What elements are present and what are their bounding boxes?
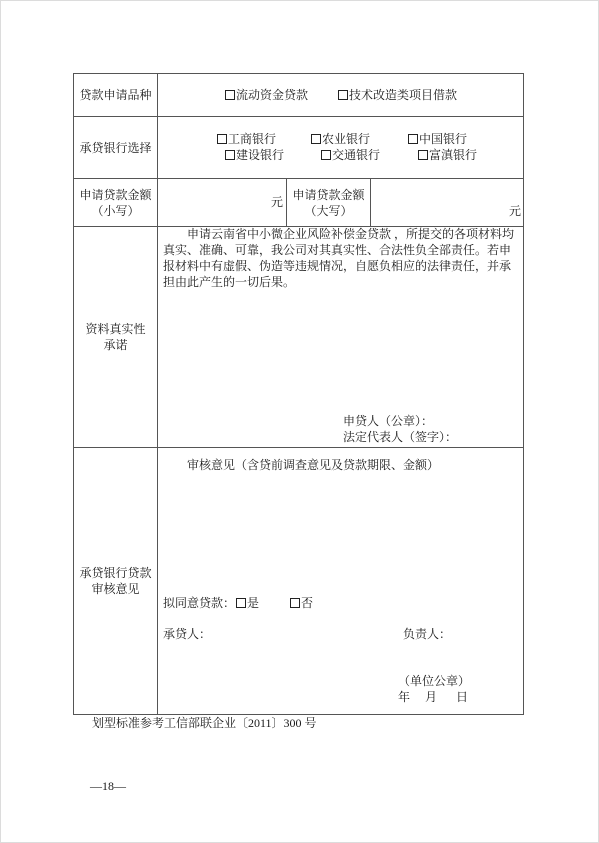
option-label: 流动资金贷款	[236, 88, 309, 102]
option-label: 否	[301, 596, 314, 610]
bank-option[interactable]	[321, 147, 380, 163]
review-label-line2: 审核意见	[91, 582, 140, 596]
loan-type-option-tech-upgrade[interactable]	[338, 87, 457, 103]
checkbox[interactable]	[418, 150, 428, 160]
commitment-statement-line: 真实、准确、可靠，我公司对其真实性、合法性负全部责任。若申	[163, 243, 512, 257]
amount-column-divider	[370, 178, 371, 227]
review-label-cell	[74, 448, 157, 714]
bank-option[interactable]	[408, 131, 467, 147]
amount-lowercase-label-line1: 申请贷款金额	[79, 187, 152, 202]
commitment-label-line2: 承诺	[103, 338, 128, 352]
checkbox[interactable]	[321, 150, 331, 160]
checkbox[interactable]	[290, 598, 300, 608]
approve-yes-option[interactable]	[236, 595, 259, 611]
amount-uppercase-unit: 元	[509, 204, 522, 218]
label-column-divider	[157, 73, 158, 715]
amount-lowercase-label-cell	[74, 179, 157, 226]
commitment-statement-line: 报材料中有虚假、伪造等违规情况，自愿负相应的法律责任，并承	[163, 259, 512, 273]
approve-no-option[interactable]	[290, 595, 313, 611]
bank-choice-label: 承贷银行选择	[79, 140, 152, 155]
checkbox[interactable]	[311, 134, 321, 144]
bank-choice-label-cell	[74, 117, 157, 178]
commitment-label-line1: 资料真实性	[85, 322, 146, 336]
footnote: 划型标准参考工信部联企业〔2011〕300 号	[92, 716, 317, 730]
amount-uppercase-label-cell	[287, 179, 370, 226]
option-label: 富滇银行	[429, 148, 478, 162]
option-label: 建设银行	[236, 148, 285, 162]
date-day-label: 日	[456, 690, 469, 704]
person-in-charge-label: 负责人：	[403, 627, 452, 641]
legal-representative-signature-label: 法定代表人（签字）：	[343, 430, 458, 444]
bank-option[interactable]	[217, 131, 276, 147]
commitment-label-cell	[74, 227, 157, 447]
checkbox[interactable]	[408, 134, 418, 144]
amount-lowercase-label-line2: （小写）	[91, 203, 140, 218]
checkbox[interactable]	[236, 598, 246, 608]
unit-seal-label: （单位公章）	[398, 674, 471, 688]
loan-type-option-working-capital[interactable]	[225, 87, 308, 103]
date-month-label: 月	[425, 690, 438, 704]
applicant-seal-label: 申贷人（公章）：	[343, 414, 434, 428]
review-heading: 审核意见（含贷前调查意见及贷款期限、金额）	[187, 458, 440, 472]
option-label: 是	[247, 596, 260, 610]
option-label: 技术改造类项目借款	[349, 88, 458, 102]
loan-type-label: 贷款申请品种	[79, 88, 152, 102]
approve-loan-label: 拟同意贷款：	[163, 596, 236, 610]
commitment-statement-line: 担由此产生的一切后果。	[163, 275, 296, 289]
date-year-label: 年	[398, 690, 411, 704]
option-label: 中国银行	[419, 132, 468, 146]
review-label-line1: 承贷银行贷款	[79, 566, 152, 580]
commitment-statement-line: 申请云南省中小微企业风险补偿金贷款 ，所提交的各项材料均	[187, 227, 515, 241]
amount-uppercase-label-line2: （大写）	[304, 203, 353, 218]
option-label: 工商银行	[228, 132, 277, 146]
checkbox[interactable]	[217, 134, 227, 144]
checkbox[interactable]	[338, 90, 348, 100]
checkbox[interactable]	[225, 90, 235, 100]
page-number: —18—	[90, 779, 126, 793]
checkbox[interactable]	[225, 150, 235, 160]
bank-option[interactable]	[225, 147, 284, 163]
bank-option[interactable]	[418, 147, 477, 163]
bank-option[interactable]	[311, 131, 370, 147]
amount-lowercase-unit: 元	[271, 195, 284, 209]
loan-officer-label: 承贷人：	[163, 627, 212, 641]
loan-type-label-cell	[74, 74, 157, 116]
option-label: 农业银行	[322, 132, 371, 146]
option-label: 交通银行	[332, 148, 381, 162]
amount-uppercase-label-line1: 申请贷款金额	[292, 187, 365, 202]
